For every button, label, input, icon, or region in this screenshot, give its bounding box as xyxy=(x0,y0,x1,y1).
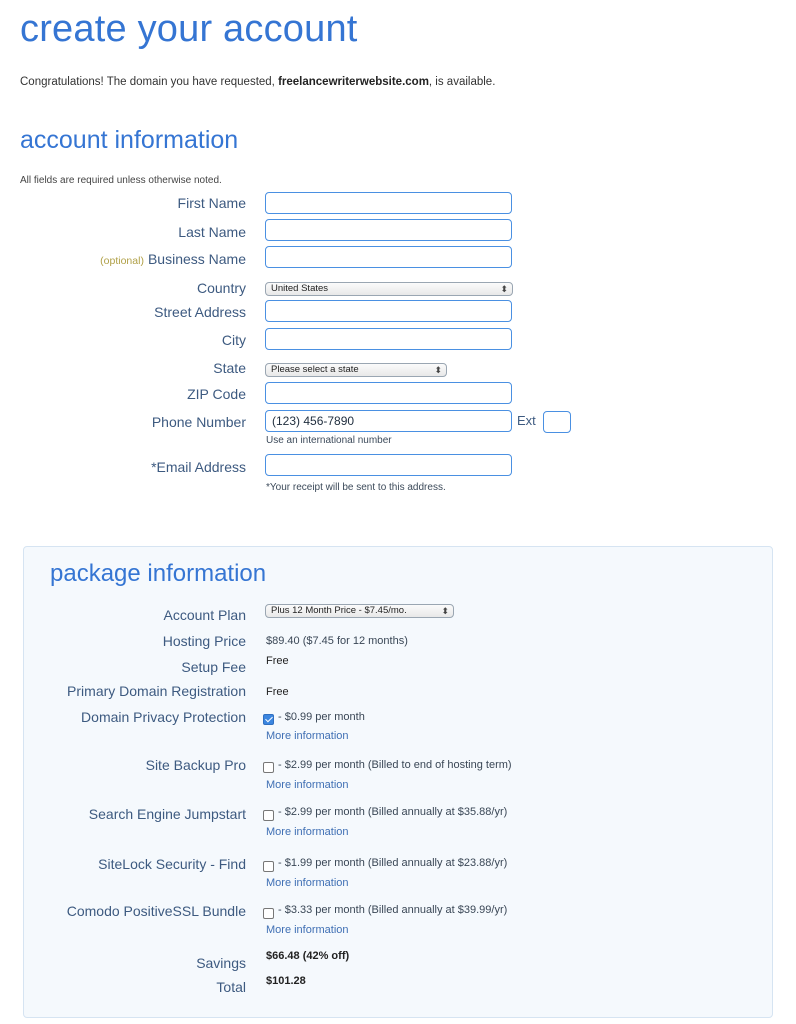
requested-domain: freelancewriterwebsite.com xyxy=(278,76,429,88)
primary-domain-value: Free xyxy=(266,686,289,698)
hosting-price-value: $89.40 ($7.45 for 12 months) xyxy=(266,635,408,647)
last-name-label: Last Name xyxy=(178,224,246,240)
ssl-bundle-price: - $3.33 per month (Billed annually at $39.99/yr) xyxy=(278,904,508,916)
required-fields-note: All fields are required unless otherwise noted. xyxy=(20,175,222,186)
site-backup-price: - $2.99 per month (Billed to end of hosting term) xyxy=(278,759,512,771)
domain-privacy-checkbox[interactable] xyxy=(263,714,274,725)
domain-privacy-price: - $0.99 per month xyxy=(278,711,365,723)
domain-available-message: Congratulations! The domain you have requested, freelancewriterwebsite.com, is available. xyxy=(20,76,496,88)
optional-tag: (optional) xyxy=(100,255,144,267)
street-address-input[interactable] xyxy=(265,300,512,322)
select-arrows-icon: ⬍ xyxy=(441,606,449,616)
first-name-input[interactable] xyxy=(265,192,512,214)
savings-label: Savings xyxy=(196,955,246,971)
country-label: Country xyxy=(196,280,246,296)
site-backup-label: Site Backup Pro xyxy=(145,757,246,773)
seo-jumpstart-price: - $2.99 per month (Billed annually at $35.88/yr) xyxy=(278,806,508,818)
site-backup-more-link[interactable]: More information xyxy=(266,779,349,791)
select-arrows-icon: ⬍ xyxy=(434,365,442,375)
site-backup-checkbox[interactable] xyxy=(263,762,274,773)
first-name-label: First Name xyxy=(177,195,246,211)
ext-label: Ext xyxy=(517,413,536,428)
primary-domain-label: Primary Domain Registration xyxy=(67,683,246,699)
business-name-input[interactable] xyxy=(265,246,512,268)
domain-privacy-more-link[interactable]: More information xyxy=(266,730,349,742)
seo-jumpstart-checkbox[interactable] xyxy=(263,810,274,821)
business-name-label: (optional) Business Name xyxy=(100,251,246,267)
ssl-bundle-checkbox[interactable] xyxy=(263,908,274,919)
state-label: State xyxy=(213,360,246,376)
total-value: $101.28 xyxy=(266,975,306,987)
sitelock-label: SiteLock Security - Find xyxy=(98,856,246,872)
zip-code-input[interactable] xyxy=(265,382,512,404)
setup-fee-label: Setup Fee xyxy=(181,659,246,675)
setup-fee-value: Free xyxy=(266,655,289,667)
email-address-input[interactable] xyxy=(265,454,512,476)
sitelock-checkbox[interactable] xyxy=(263,861,274,872)
phone-number-input[interactable] xyxy=(265,410,512,432)
sitelock-price: - $1.99 per month (Billed annually at $23.88/yr) xyxy=(278,857,508,869)
ssl-bundle-label: Comodo PositiveSSL Bundle xyxy=(66,903,246,919)
domain-privacy-label: Domain Privacy Protection xyxy=(81,709,246,725)
zip-code-label: ZIP Code xyxy=(187,386,246,402)
account-information-heading: account information xyxy=(20,126,239,154)
phone-number-label: Phone Number xyxy=(151,414,246,430)
hosting-price-label: Hosting Price xyxy=(162,633,246,649)
package-information-heading: package information xyxy=(50,560,267,587)
city-label: City xyxy=(221,332,246,348)
street-address-label: Street Address xyxy=(154,304,246,320)
country-select[interactable]: United States ⬍ xyxy=(265,282,513,296)
email-address-label: *Email Address xyxy=(151,459,246,475)
phone-extension-input[interactable] xyxy=(543,411,571,433)
page-title: create your account xyxy=(20,8,358,50)
phone-help-text: Use an international number xyxy=(266,435,392,446)
seo-jumpstart-more-link[interactable]: More information xyxy=(266,826,349,838)
select-arrows-icon: ⬍ xyxy=(500,284,508,294)
account-plan-select[interactable]: Plus 12 Month Price - $7.45/mo. ⬍ xyxy=(265,604,454,618)
savings-value: $66.48 (42% off) xyxy=(266,950,350,962)
sitelock-more-link[interactable]: More information xyxy=(266,877,349,889)
city-input[interactable] xyxy=(265,328,512,350)
total-label: Total xyxy=(216,979,246,995)
account-plan-label: Account Plan xyxy=(163,607,246,623)
state-select[interactable]: Please select a state ⬍ xyxy=(265,363,447,377)
last-name-input[interactable] xyxy=(265,219,512,241)
ssl-bundle-more-link[interactable]: More information xyxy=(266,924,349,936)
seo-jumpstart-label: Search Engine Jumpstart xyxy=(88,806,246,822)
email-help-text: *Your receipt will be sent to this address. xyxy=(266,482,446,493)
